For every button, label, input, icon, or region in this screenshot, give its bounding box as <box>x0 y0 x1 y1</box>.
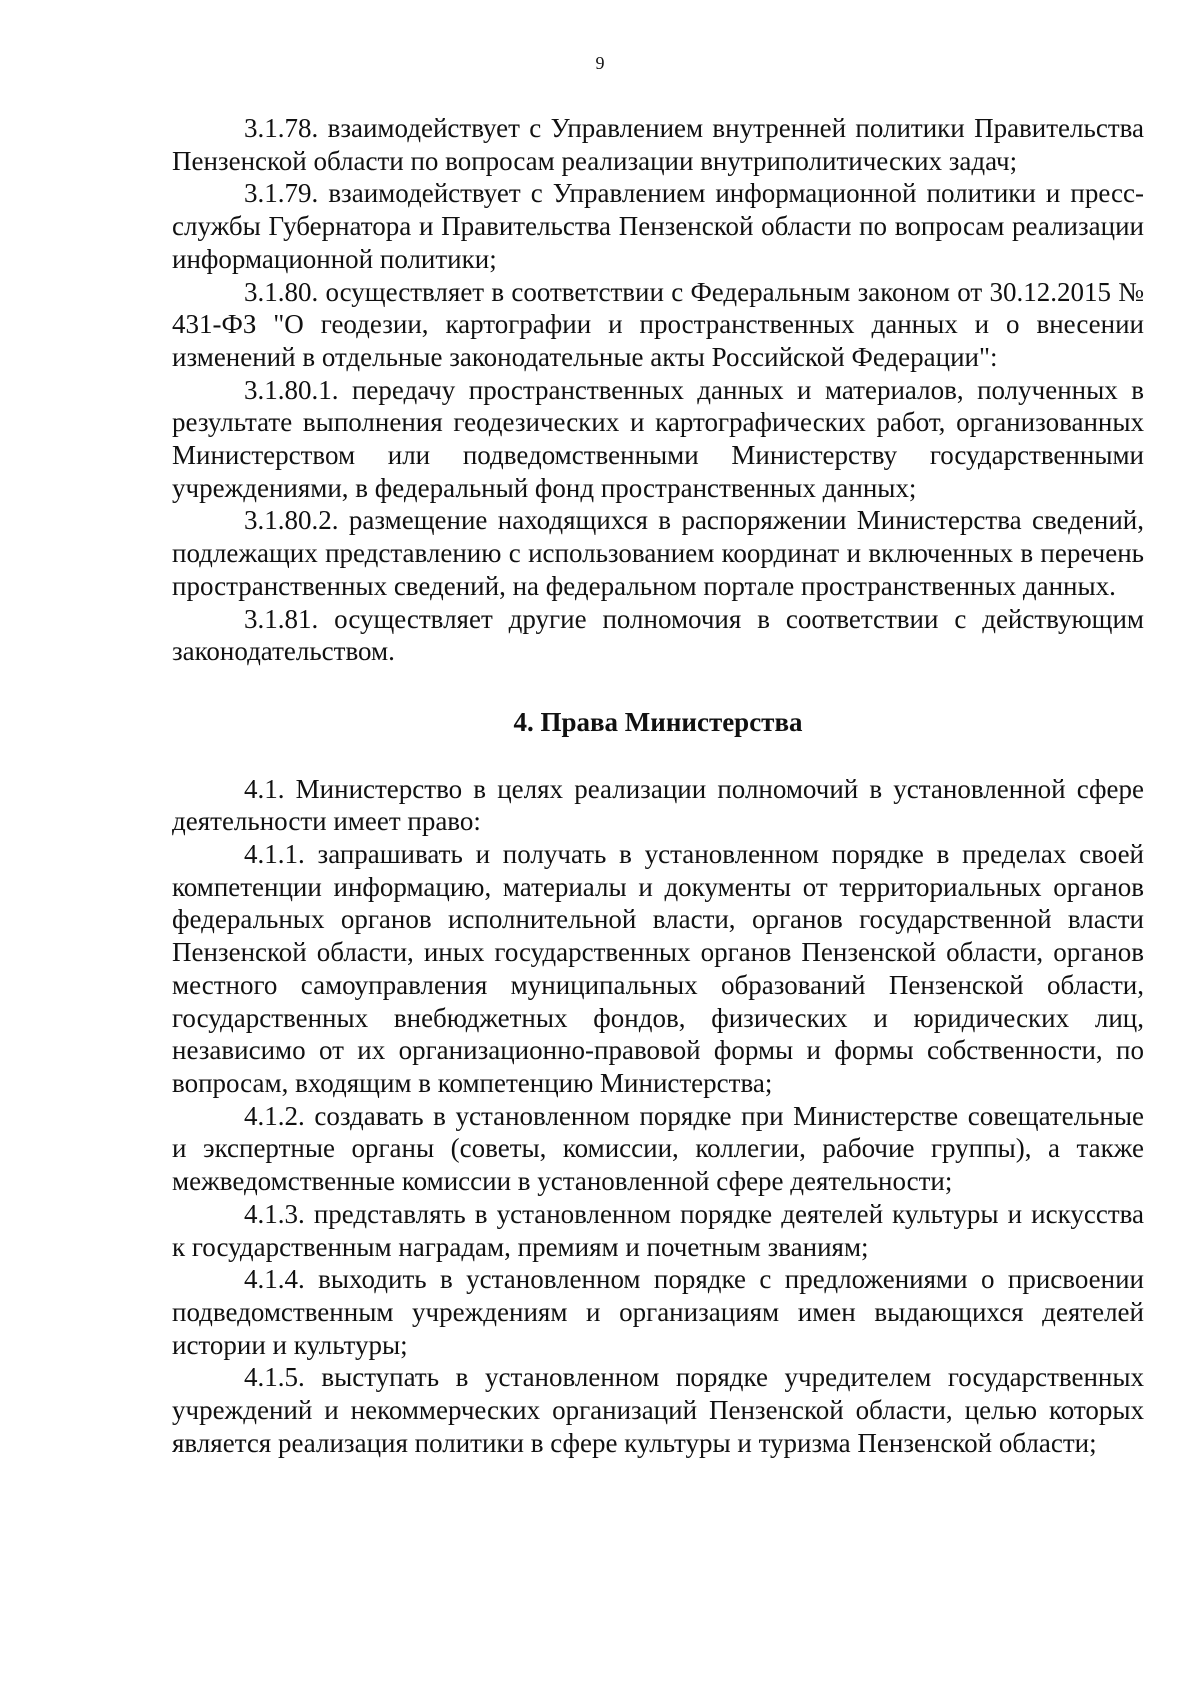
paragraph-3-1-78: 3.1.78. взаимодействует с Управлением внутренней политики Правительства Пензенской области по вопросам реализации внутриполитических задач; <box>172 113 1144 176</box>
document-body <box>172 112 1144 1459</box>
paragraph-4-1: 4.1. Министерство в целях реализации полномочий в установленной сфере деятельности имеет право: <box>172 773 1144 837</box>
paragraph-4-1-3: 4.1.3. представлять в установленном порядке деятелей культуры и искусства к государственным наградам, премиям и почетным званиям; <box>172 1198 1144 1262</box>
paragraph-3-1-80-2: 3.1.80.2. размещение находящихся в распоряжении Министерства сведений, подлежащих представлению с использованием координат и включенных в перечень пространственных сведений, на федеральном портале пространственных данных. <box>172 505 1144 601</box>
paragraph-3-1-80: 3.1.80. осуществляет в соответствии с Федеральным законом от 30.12.2015 № 431-ФЗ "О геодезии, картографии и пространственных данных и о внесении изменений в отдельные законодательные акты Российской Федерации": <box>172 276 1144 372</box>
page-number: 9 <box>595 53 605 73</box>
paragraph-3-1-80-1: 3.1.80.1. передачу пространственных данных и материалов, полученных в результате выполнения геодезических и картографических работ, организованных Министерством или подведомственными Министерству государственными учреждениями, в федеральный фонд пространственных данных; <box>172 374 1144 503</box>
paragraph-3-1-79: 3.1.79. взаимодействует с Управлением информационной политики и пресс-службы Губернатора и Правительства Пензенской области по вопросам реализации информационной политики; <box>172 178 1144 274</box>
paragraph-4-1-2: 4.1.2. создавать в установленном порядке при Министерстве совещательные и экспертные органы (советы, комиссии, коллегии, рабочие группы), а также межведомственные комиссии в установленной сфере деятельности; <box>172 1100 1144 1197</box>
paragraph-4-1-4: 4.1.4. выходить в установленном порядке с предложениями о присвоении подведомственным учреждениям и организациям имен выдающихся деятелей истории и культуры; <box>172 1264 1144 1360</box>
paragraph-4-1-1: 4.1.1. запрашивать и получать в установленном порядке в пределах своей компетенции информацию, материалы и документы от территориальных органов федеральных органов исполнительной власти, органов государственной власти Пензенской области, иных государственных органов Пензенской области, органов местного самоуправления муниципальных образований Пензенской области, государственных внебюджетных фондов, физических и юридических лиц, независимо от их организационно-правовой формы и формы собственности, по вопросам, входящим в компетенцию Министерства; <box>172 839 1144 1098</box>
section-heading: 4. Права Министерства <box>513 706 803 737</box>
paragraph-3-1-81: 3.1.81. осуществляет другие полномочия в соответствии с действующим законодательством. <box>172 603 1144 667</box>
paragraph-4-1-5: 4.1.5. выступать в установленном порядке учредителем государственных учреждений и некоммерческих организаций Пензенской области, целью которых является реализация политики в сфере культуры и туризма Пензенской области; <box>172 1362 1144 1458</box>
